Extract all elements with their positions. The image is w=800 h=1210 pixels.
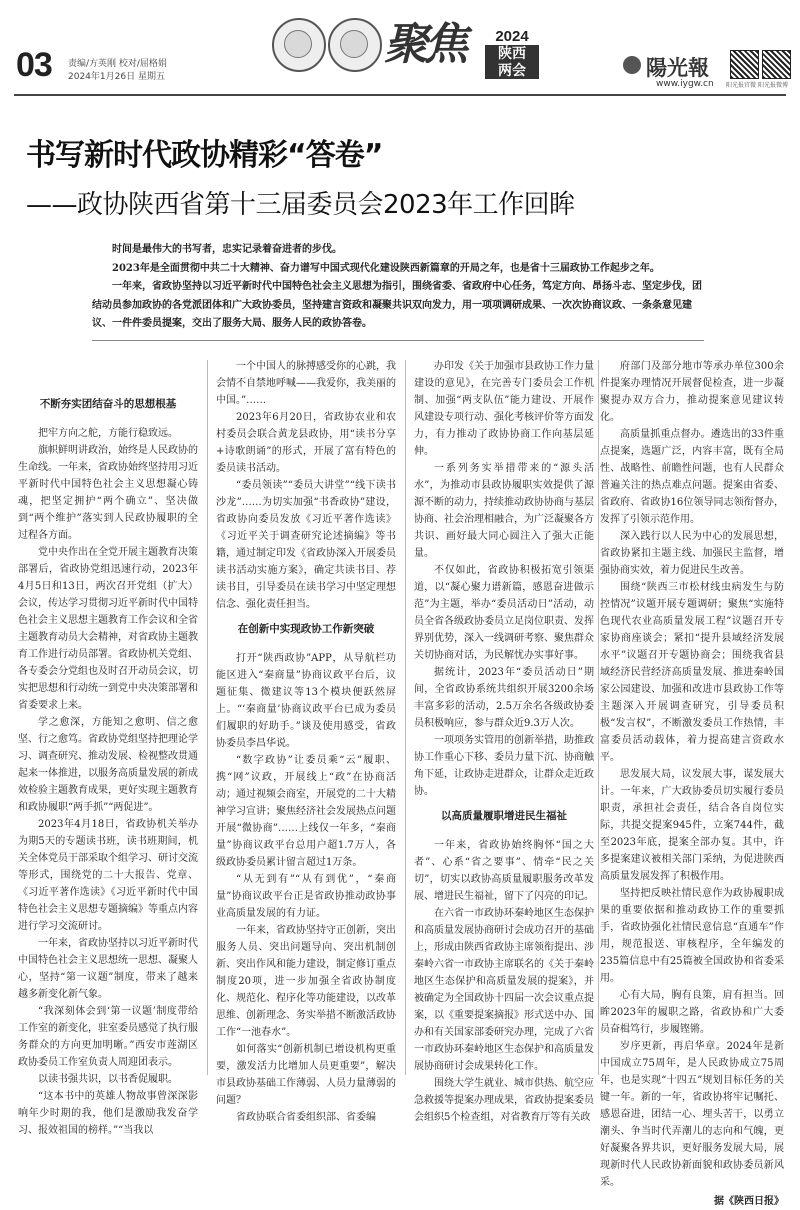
- body-paragraph: 据统计，2023年“委员活动日”期间，全省政协系统共组织开展3200余场丰富多彩的活动，2.5万余名各级政协委员积极响应，参与群众近9.3万人次。: [414, 667, 594, 729]
- body-paragraph: 办印发《关于加强市县政协工作力量建设的意见》，在完善专门委员会工作机制、加强“两支队伍”能力建设、开展作风建设专项行动、强化考核评价等方面发力，有力推动了政协协商工作向基层延伸。: [414, 361, 594, 457]
- body-paragraph: 高质量抓重点督办。遴选出的33件重点提案，选题广泛，内容丰富，既有全局性、战略性、前瞻性问题，也有人民群众普遍关注的热点难点问题。提案由省委、省政府、省政协16位领导同志领衔督办，发挥了引领示范作用。: [600, 429, 784, 525]
- qr-caption-1: 阳光报官微: [726, 82, 757, 89]
- cppcc-emblem-icon: [328, 18, 382, 72]
- article-subtitle: ——政协陕西省第十三届委员会2023年工作回眸: [26, 190, 575, 220]
- editor-meta: [68, 58, 198, 84]
- body-paragraph: 以读书强共识，以书香促履职。: [38, 1074, 178, 1085]
- body-paragraph: 一系列务实举措带来的“源头活水”，为推动市县政协履职实效提供了源源不断的动力，持续推动政协协商与基层协商、社会治理相融合，为广泛凝聚各方共识、画好最大同心圆注入了强大正能量。: [414, 463, 594, 559]
- body-paragraph: 把牢方向之舵，方能行稳致远。: [38, 428, 178, 439]
- session-label-1: 陕西: [485, 45, 539, 62]
- body-paragraph: 2023年4月18日，省政协机关举办为期5天的专题读书班，读书班期间，机关全体党员干部采取个组学习、研讨交流等形式，围绕党的二十大报告、党章、《习近平著作选读》《习近平新时代中国特色社会主义思想专题摘编》等重点内容进行学习交流研讨。: [18, 819, 198, 932]
- body-paragraph: 在六省一市政协环秦岭地区生态保护和高质量发展协商研讨会成功召开的基础上，形成由陕西省政协主席领衔提出、涉秦岭六省一市政协主席联名的《关于秦岭地区生态保护和高质量发展的提案》，并被确定为全国政协十四届一次会议重点提案，以《重要提案摘报》形式送中办、国办和有关国家部委研究办理，完成了六省一市政协环秦岭地区生态保护和高质量发展协商研讨会成果转化工作。: [414, 908, 594, 1072]
- masthead: [0, 0, 800, 95]
- intro-paragraph: 时间是最伟大的书写者，忠实记录着奋进者的步伐。: [112, 244, 342, 255]
- body-paragraph: 学之愈深，方能知之愈明、信之愈坚、行之愈笃。省政协党组坚持把理论学习、调查研究、推动发展、检视整改贯通起来一体推进，以服务高质量发展的新成效检验主题教育成果，更好实现主题教育和政协履职“两手抓”“两促进”。: [18, 717, 198, 813]
- body-paragraph: 一年来，省政协坚持以习近平新时代中国特色社会主义思想统一思想、凝聚人心，坚持“第一议题”制度，带来了越来越多新变化新气象。: [18, 938, 198, 1000]
- body-paragraph: 围绕大学生就业、城市供热、航空应急救援等提案办理成果，省政协提案委员会组织5个检查组，对省教育厅等有关政: [414, 1078, 594, 1123]
- body-paragraph: “从无到有”“从有到优”，“秦商量”协商议政平台正是省政协推动政协事业高质量发展的有力证。: [216, 874, 396, 919]
- column-1: [18, 388, 198, 1139]
- column-divider: [207, 360, 208, 1075]
- body-paragraph: 一个中国人的脉搏感受你的心跳，我会情不自禁地呼喊——我爱你，我美丽的中国。”……: [216, 361, 396, 406]
- body-paragraph: 府部门及部分地市等承办单位300余件提案办理情况开展督促检查，进一步凝聚提办双方合力，推动提案意见建议转化。: [600, 361, 784, 423]
- column-2: [216, 358, 396, 1126]
- body-paragraph: 2023年6月20日，省政协农业和农村委员会联合黄龙县政协，用“读书分享+诗歌朗诵”的形式，开展了富有特色的委员读书活动。: [216, 412, 396, 474]
- body-paragraph: 围绕“陕西三市松材线虫病发生与防控情况”议题开展专题调研；聚焦“实施特色现代农业高质量发展工程”议题召开专家协商座谈会；紧扣“提升县域经济发展水平”议题召开专题协商会；围绕我省县域经济民营经济高质量发展、推进秦岭国家公园建设、加强和改进市县政协工作等主题深入开展调查研究，引导委员积极“发言权”，不断激发委员工作热情，丰富委员活动载体，着力提高建言资政水平。: [600, 582, 784, 763]
- body-paragraph: 一年来，省政协始终胸怀“国之大者”、心系“省之要事”、情牵“民之关切”，切实以政协高质量履职服务改革发展、增进民生福祉，留下了闪亮的印记。: [414, 840, 594, 902]
- date-line: 2024年1月26日 星期五: [68, 72, 165, 82]
- session-year: 2024: [495, 28, 529, 45]
- national-emblem-icon: [272, 18, 326, 72]
- body-paragraph: 岁序更新，再启华章。2024年是新中国成立75周年，是人民政协成立75周年，也是实现“十四五”规划目标任务的关键一年。新的一年，省政协将牢记嘱托、感恩奋进，团结一心、埋头苦干，以勇立潮头、争当时代弄潮儿的志向和气魄，更好凝聚各界共识，更好服务发展大局，展现新时代人民政协新面貌和政协委员新风采。: [600, 1041, 784, 1188]
- body-paragraph: 思发展大局，议发展大事，谋发展大计。一年来，广大政协委员切实履行委员职责，承担社会责任，结合各自岗位实际，共提交提案945件，立案744件，截至2023年底，提案全部办复。其中，许多提案建议被相关部门采纳，为促进陕西高质量发展发挥了积极作用。: [600, 769, 784, 882]
- section-heading: 不断夯实团结奋斗的思想根基: [39, 398, 177, 410]
- article-title: 书写新时代政协精彩“答卷”: [26, 138, 383, 173]
- intro-paragraph: 一年来，省政协坚持以习近平新时代中国特色社会主义思想为指引，围绕省委、省政府中心任务，笃定方向、昂扬斗志、坚定步伐，团结动员参加政协的各党派团体和广大政协委员，坚持建言资政和凝聚共识双向发力，用一项项调研成果、一次次协商议政、一条条意见建议、一件件委员提案，交出了服务大局、服务人民的政协答卷。: [92, 281, 702, 329]
- qr-code-icon: [762, 50, 791, 79]
- section-heading: 在创新中实现政协工作新突破: [237, 623, 375, 635]
- column-3: [414, 358, 594, 1126]
- intro-paragraph: 2023年是全面贯彻中共二十大精神、奋力谱写中国式现代化建设陕西新篇章的开局之年，也是省十三届政协工作起步之年。: [112, 262, 660, 274]
- page-number: 03: [16, 46, 52, 84]
- column-divider: [405, 360, 406, 1075]
- column-4: [600, 358, 784, 1210]
- newspaper-logo: 陽光報: [646, 55, 709, 80]
- editor-line: 责编/方英刚 校对/屈格娟: [68, 59, 167, 69]
- sun-logo-icon: [623, 56, 641, 74]
- body-paragraph: 党中央作出在全党开展主题教育决策部署后，省政协党组迅速行动，2023年4月5日和13日，两次召开党组（扩大）会议，传达学习贯彻习近平新时代中国特色社会主义思想主题教育工作会议和全省主题教育动员大会精神，对省政协主题教育工作进行动员部署。省政协机关党组、各专委会分党组也及时召开动员会议，切实把思想和行动统一到党中央决策部署和省委要求上来。: [18, 547, 198, 711]
- qr-caption-2: 阳光报微博: [758, 82, 789, 89]
- intro-divider: [92, 340, 704, 341]
- body-paragraph: “数字政协”让委员乘“云”履职、携“网”议政，开展线上“政”在协商活动；通过视频会商室，开展党的二十大精神学习宣讲；聚焦经济社会发展热点问题开展“微协商”……上线仅一年多，“秦商量”协商议政平台总用户超1.7万人，各级政协委员累计留言超过1万条。: [216, 755, 396, 868]
- body-paragraph: “委员领读”“委员大讲堂”“线下读书沙龙”……为切实加强“书香政协”建设，省政协向委员发放《习近平著作选读》《习近平关于调查研究论述摘编》等书籍，通过制定印发《省政协深入开展委员读书活动实施方案》，确定共读书目、荐读书目，引导委员在读书学习中坚定理想信念、强化责任担当。: [216, 480, 396, 610]
- body-paragraph: 坚持把反映社情民意作为政协履职成果的重要依据和推动政协工作的重要抓手，省政协强化社情民意信息“直通车”作用，规范报送、审核程序，全年编发的235篇信息中有25篇被全国政协和省委采用。: [600, 888, 784, 984]
- body-paragraph: 如何落实“创新机制已增设机构更重要，激发活力比增加人员更重要”，解决市县政协基础工作薄弱、人员力量薄弱的问题？: [216, 1044, 396, 1106]
- body-paragraph: “我深刻体会到‘第一议题’制度带给工作室的新变化，驻室委员感觉了执行服务群众的方向更加明晰。”西安市莲湖区政协委员工作室负责人周迎团表示。: [18, 1006, 198, 1068]
- body-paragraph: 心有大局，胸有良策，肩有担当。回眸2023年的履职之路，省政协和广大委员奋楫笃行，步履铿锵。: [600, 990, 784, 1035]
- source-credit: 据《陕西日报》: [714, 1196, 784, 1207]
- session-label-2: 两会: [485, 62, 539, 79]
- article-intro: [92, 241, 704, 334]
- session-badge: [485, 28, 539, 79]
- body-paragraph: 不仅如此，省政协积极拓宽引领渠道，以“凝心聚力谱新篇，感恩奋进做示范”为主题，举办“委员活动日”活动，动员全省各级政协委员立足岗位职责、发挥界别优势，深入一线调研考察、聚焦群众关切协商对话，为民解忧办实事好事。: [414, 565, 594, 661]
- website-url[interactable]: www.iygw.cn: [656, 79, 714, 89]
- body-paragraph: 打开“陕西政协”APP，从导航栏功能区进入“秦商量”协商议政平台后，议题征集、微建议等13个模块便跃然屏上。“‘秦商量’协商议政平台已成为委员们履职的好助手。”谈及使用感受，省政协委员李昌华说。: [216, 653, 396, 749]
- body-paragraph: “这本书中的英雄人物故事曾深深影响年少时期的我，他们是激励我发奋学习、报效祖国的榜样。”“当我以: [18, 1091, 198, 1136]
- body-paragraph: 一年来，省政协坚持守正创新，突出服务人员、突出问题导向、突出机制创新、突出作风和能力建设，制定修订重点制度20项，进一步加强全省政协制度化、规范化、程序化等功能建设，以改革思维、创新理念、务实举措不断激活政协工作“一池春水”。: [216, 925, 396, 1038]
- body-paragraph: 一项项务实管用的创新举措，助推政协工作重心下移、委员力量下沉、协商触角下延，让政协走进群众，让群众走近政协。: [414, 735, 594, 797]
- body-paragraph: 深入践行以人民为中心的发展思想，省政协紧扣主题主线、加强民主监督，增强协商实效，着力促进民生改善。: [600, 531, 784, 576]
- column-brand: 聚焦: [384, 19, 464, 70]
- section-heading: 以高质量履职增进民生福祉: [441, 810, 567, 822]
- qr-code-icon: [730, 50, 759, 79]
- header-divider: [14, 94, 786, 96]
- column-divider: [598, 360, 599, 1075]
- body-paragraph: 省政协联合省委组织部、省委编: [236, 1112, 376, 1123]
- body-paragraph: 旗帜鲜明讲政治，始终是人民政协的生命线。一年来，省政协始终坚持用习近平新时代中国特色社会主义思想凝心铸魂，把坚定拥护“两个确立”、坚决做到“两个维护”落实到人民政协履职的全过程各方面。: [18, 445, 198, 541]
